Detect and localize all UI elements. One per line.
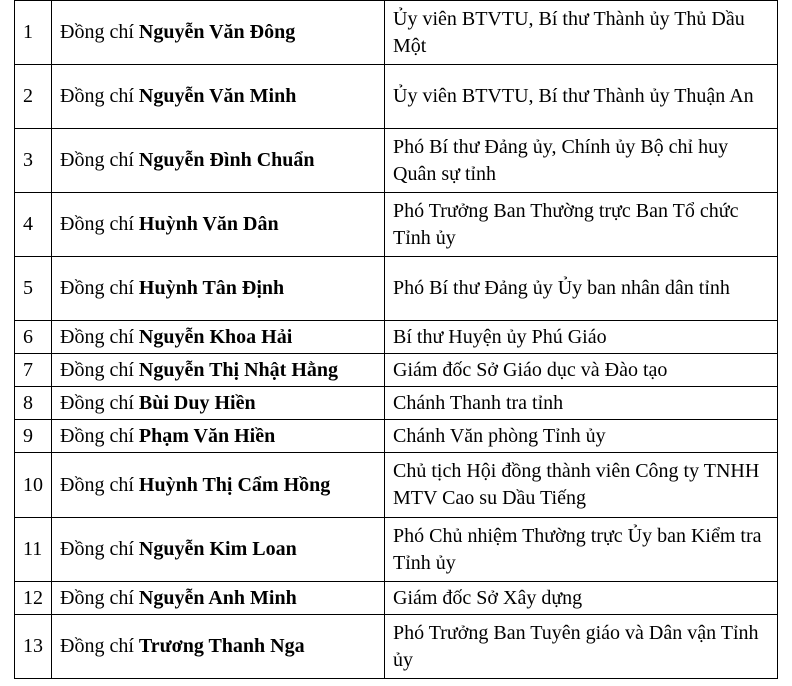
member-name-cell — [52, 193, 385, 257]
member-name: Nguyễn Văn Đông — [138, 21, 296, 43]
title-prefix: Đồng chí — [60, 473, 134, 496]
member-position: Phó Bí thư Đảng ủy Ủy ban nhân dân tỉnh — [385, 257, 778, 321]
title-prefix: Đồng chí — [60, 21, 134, 43]
row-number: 1 — [15, 1, 52, 65]
title-prefix: Đồng chí — [60, 277, 134, 299]
row-number: 8 — [15, 387, 52, 420]
member-name: Nguyễn Thị Nhật Hằng — [138, 358, 339, 381]
table-row — [15, 1, 778, 65]
title-prefix: Đồng chí — [60, 149, 134, 171]
table-row — [15, 582, 778, 615]
title-prefix: Đồng chí — [60, 325, 134, 348]
table-row — [15, 518, 778, 582]
title-prefix: Đồng chí — [60, 391, 134, 414]
table-row — [15, 129, 778, 193]
members-table-body — [15, 1, 778, 679]
table-row — [15, 65, 778, 129]
table-row — [15, 453, 778, 518]
row-number: 9 — [15, 420, 52, 453]
row-number: 4 — [15, 193, 52, 257]
member-name: Phạm Văn Hiền — [138, 424, 276, 447]
member-position: Chánh Thanh tra tỉnh — [385, 387, 778, 420]
member-name: Nguyễn Văn Minh — [138, 85, 297, 107]
member-position: Chủ tịch Hội đồng thành viên Công ty TNHH MTV Cao su Dầu Tiếng — [385, 453, 778, 518]
member-name: Nguyễn Anh Minh — [138, 586, 297, 609]
title-prefix: Đồng chí — [60, 424, 134, 447]
table-row — [15, 257, 778, 321]
row-number: 2 — [15, 65, 52, 129]
table-row — [15, 321, 778, 354]
member-name: Nguyễn Khoa Hải — [138, 325, 293, 348]
title-prefix: Đồng chí — [60, 85, 134, 107]
member-name-cell — [52, 257, 385, 321]
row-number: 5 — [15, 257, 52, 321]
member-position: Bí thư Huyện ủy Phú Giáo — [385, 321, 778, 354]
members-table — [14, 0, 778, 679]
title-prefix: Đồng chí — [60, 635, 134, 657]
member-name: Huỳnh Văn Dân — [138, 213, 279, 235]
row-number: 3 — [15, 129, 52, 193]
member-name-cell — [52, 582, 385, 615]
title-prefix: Đồng chí — [60, 586, 134, 609]
title-prefix: Đồng chí — [60, 358, 134, 381]
member-name: Trương Thanh Nga — [138, 635, 305, 657]
member-name-cell — [52, 387, 385, 420]
member-name-cell — [52, 1, 385, 65]
member-name: Nguyễn Đình Chuẩn — [138, 149, 315, 171]
member-position: Ủy viên BTVTU, Bí thư Thành ủy Thủ Dầu Một — [385, 1, 778, 65]
member-position: Phó Bí thư Đảng ủy, Chính ủy Bộ chỉ huy Quân sự tỉnh — [385, 129, 778, 193]
member-name: Bùi Duy Hiền — [138, 391, 256, 414]
member-name-cell — [52, 453, 385, 518]
table-row — [15, 354, 778, 387]
table-row — [15, 193, 778, 257]
member-position: Giám đốc Sở Giáo dục và Đào tạo — [385, 354, 778, 387]
member-name-cell — [52, 129, 385, 193]
member-name-cell — [52, 615, 385, 679]
member-name-cell — [52, 354, 385, 387]
row-number: 13 — [15, 615, 52, 679]
member-name-cell — [52, 420, 385, 453]
member-position: Giám đốc Sở Xây dựng — [385, 582, 778, 615]
member-name: Nguyễn Kim Loan — [138, 538, 297, 560]
row-number: 10 — [15, 453, 52, 518]
member-name-cell — [52, 65, 385, 129]
member-position: Phó Trưởng Ban Tuyên giáo và Dân vận Tỉnh ủy — [385, 615, 778, 679]
title-prefix: Đồng chí — [60, 213, 134, 235]
table-row — [15, 615, 778, 679]
member-position: Ủy viên BTVTU, Bí thư Thành ủy Thuận An — [385, 65, 778, 129]
title-prefix: Đồng chí — [60, 538, 134, 560]
table-row — [15, 387, 778, 420]
row-number: 6 — [15, 321, 52, 354]
member-name-cell — [52, 321, 385, 354]
member-name-cell — [52, 518, 385, 582]
row-number: 7 — [15, 354, 52, 387]
member-position: Phó Chủ nhiệm Thường trực Ủy ban Kiểm tra Tỉnh ủy — [385, 518, 778, 582]
row-number: 12 — [15, 582, 52, 615]
member-name: Huỳnh Tân Định — [138, 277, 285, 299]
table-row — [15, 420, 778, 453]
row-number: 11 — [15, 518, 52, 582]
member-position: Chánh Văn phòng Tỉnh ủy — [385, 420, 778, 453]
member-position: Phó Trưởng Ban Thường trực Ban Tổ chức Tỉnh ủy — [385, 193, 778, 257]
member-name: Huỳnh Thị Cẩm Hồng — [138, 473, 331, 496]
